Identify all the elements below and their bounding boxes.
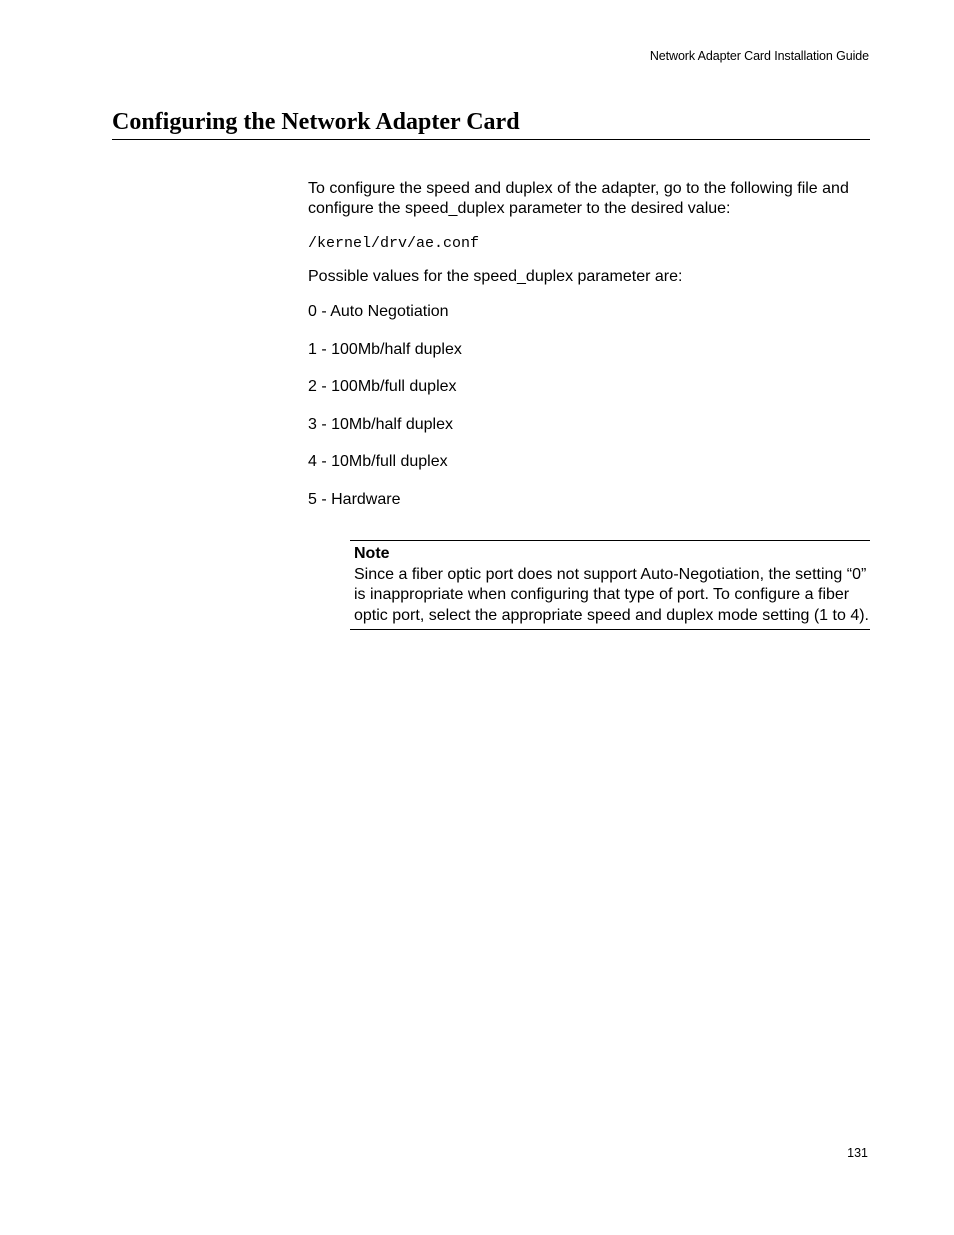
value-item: 1 - 100Mb/half duplex	[308, 340, 462, 358]
page-number: 131	[847, 1146, 868, 1160]
value-item: 2 - 100Mb/full duplex	[308, 378, 457, 395]
running-header: Network Adapter Card Installation Guide	[649, 49, 869, 63]
value-item: 4 - 10Mb/full duplex	[308, 453, 448, 470]
note-box	[350, 540, 870, 630]
file-path: /kernel/drv/ae.conf	[308, 235, 480, 252]
value-item: 5 - Hardware	[308, 490, 401, 508]
speed-duplex-values	[308, 302, 870, 510]
value-item: 3 - 10Mb/half duplex	[308, 415, 453, 433]
intro-paragraph: To configure the speed and duplex of the adapter, go to the following file and configure the speed_duplex parameter to the desired value:	[308, 180, 849, 217]
note-text: Since a fiber optic port does not support Auto-Negotiation, the setting “0” is inappropriate when configuring that type of port. To configure a fiber optic port, select the appropriate speed and duplex mode setting (1 to 4).	[354, 565, 869, 624]
note-title: Note	[354, 545, 390, 562]
values-intro: Possible values for the speed_duplex parameter are:	[308, 268, 683, 285]
body-content	[308, 179, 870, 527]
value-item: 0 - Auto Negotiation	[308, 303, 449, 320]
section-title: Configuring the Network Adapter Card	[112, 108, 870, 140]
